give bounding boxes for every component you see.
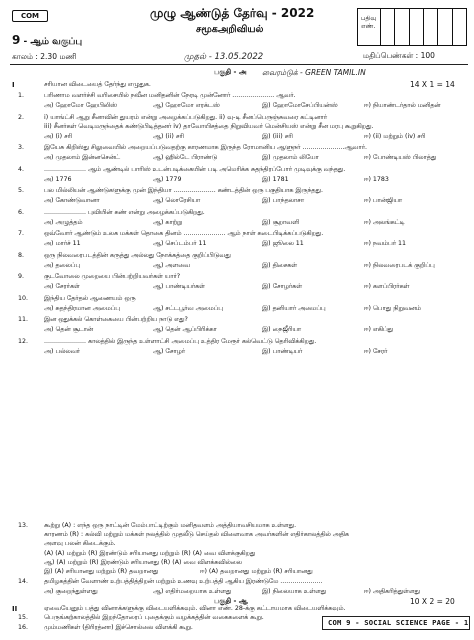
question-number: 7. bbox=[18, 230, 25, 237]
question-option: இ) தனியார் அமைப்பு bbox=[262, 304, 326, 312]
grade-label bbox=[12, 34, 82, 47]
question-option: அ) முதலாம் இன்னசென்ட் bbox=[44, 154, 120, 161]
question-option: அ) அழுத்தம் bbox=[44, 218, 83, 226]
q14-option-c: இ) நிலையாக உள்ளது bbox=[262, 588, 327, 595]
time-allowed: காலம் : 2.30 மணி bbox=[12, 52, 77, 61]
question-text: ஒரு நிலவரைபடத்தின் கருத்து அல்லது நோக்கத்தை குறிப்பிடுவது bbox=[44, 251, 231, 259]
question-option: ஆ) (ii) சரி bbox=[153, 132, 184, 140]
header-divider bbox=[10, 64, 468, 65]
q13-option-b: ஆ) (A) மற்றும் (R) இரண்டும் சரியானது (R) (A) வை விளக்கவில்லை bbox=[44, 559, 242, 566]
question-option: ஈ) (ii) மற்றும் (iv) சரி bbox=[364, 132, 426, 140]
q15-text: பெருங்கற்காலத்தில் இறந்தோரைப் புதைக்கும் வழக்கத்தின் வகைகளைக் கூறு. bbox=[44, 614, 264, 621]
handwritten-note: வைரம்டுக் - GREEN TAMIL.IN bbox=[262, 68, 366, 77]
question-option: ஆ) ஹோமோ எரக்டஸ் bbox=[153, 102, 220, 109]
register-number-label: பதிவு எண். bbox=[361, 15, 377, 30]
exam-date: முதல் - 13.05.2022 bbox=[184, 52, 264, 62]
question-option: அ) தலைப்பு bbox=[44, 261, 81, 269]
q15-number: 15. bbox=[18, 614, 29, 621]
question-option: ஆ) காற்று bbox=[153, 218, 183, 226]
total-marks: மதிப்பெண்கள் : 100 bbox=[363, 51, 435, 60]
question-option: அ) தென் சூடான் bbox=[44, 326, 94, 333]
question-number: 5. bbox=[18, 187, 25, 194]
question-option: ஈ) எகிப்து bbox=[364, 326, 394, 333]
section-b-title: பகுதி - ஆ bbox=[214, 597, 248, 605]
question-number: 2. bbox=[18, 113, 25, 121]
q13-option-c: இ) (A) சரியானது மற்றும் (R) தவறானது bbox=[44, 568, 159, 575]
question-text: i) யாங்ட்சி ஆறு சீனாவின் துயரம் என்று அழைக்கப்படுகிறது. ii) வு-டி சீனப்பெருஞ்சுவரை கட்டினார் bbox=[44, 113, 328, 121]
question-option: அ) 1776 bbox=[44, 175, 72, 183]
q13-assertion: கூற்று (A) : எந்த ஒரு நாட்டின் மேம்பாட்டிற்கும் மனிதவளம் அத்தியாவசியமாக உள்ளது. bbox=[44, 522, 297, 529]
question-text: இன ஒதுக்கல் கொள்கையை பின்பற்றிய நாடு எது? bbox=[44, 316, 188, 323]
question-text: ஒவ்வோர் ஆண்டும் உலக மக்கள் தொகை தினம் ..................... ஆம் நாள் கடைபிடிக்கப்படுகிறது. bbox=[44, 230, 324, 237]
q13-number: 13. bbox=[18, 522, 29, 529]
question-number: 4. bbox=[18, 165, 25, 173]
question-option: ஈ) சேரர் bbox=[364, 347, 388, 355]
question-number: 12. bbox=[18, 337, 29, 345]
section-a-instruction: சரியான விடையைத் தேர்ந்து எழுதுக. bbox=[44, 81, 151, 88]
question-number: 11. bbox=[18, 316, 29, 323]
question-number: 1. bbox=[18, 92, 25, 99]
question-option: ஆ) சோழர் bbox=[153, 347, 186, 355]
question-option: ஆ) ஹில்டே பிராண்டு bbox=[153, 154, 218, 161]
register-number-cells bbox=[380, 9, 466, 45]
question-option: ஈ) போண்டியஸ் பிலாத்து bbox=[364, 154, 437, 161]
question-number: 6. bbox=[18, 208, 25, 216]
question-number: 3. bbox=[18, 144, 25, 151]
question-option: இ) பாண்டியர் bbox=[262, 347, 303, 355]
question-option: அ) சுதந்திரமான அமைப்பு bbox=[44, 304, 120, 312]
question-option: அ) ஹோமோ ஹேபிலிஸ் bbox=[44, 102, 117, 109]
question-number: 8. bbox=[18, 251, 25, 259]
question-option: ஆ) செப்டம்பர் 11 bbox=[153, 240, 207, 247]
section-a-score: 14 X 1 = 14 bbox=[410, 80, 455, 89]
question-option: இ) 1781 bbox=[262, 175, 289, 183]
q13-reason: காரணம் (R) : கல்வி மற்றும் மக்கள் நலத்தில் முதலீடு செய்தல் விளைவாக அவர்களின் எதிர்காலத்தில் அதிக bbox=[44, 531, 349, 538]
question-option: இ) சோழர்கள் bbox=[262, 283, 302, 290]
q14-option-a: அ) குறைந்துள்ளது bbox=[44, 588, 98, 595]
question-text: ..................... காலத்தில் இருந்த உள்ளாட்சி அமைப்பு உத்திர மேரூர் கல்வெட்டு தெரிவிக்கிறது. bbox=[44, 337, 317, 345]
question-option: ஈ) அலங்கட்டி bbox=[364, 218, 405, 226]
question-option: அ) கோண்டுவானா bbox=[44, 197, 100, 204]
subject-title: சமூகஅறிவியல் bbox=[196, 24, 264, 35]
question-number: 9. bbox=[18, 273, 25, 280]
question-text-cont: iii) சீனர்கள் வெடிமருந்தைக் கண்டுபிடித்தனர் iv) தாவோயிசத்தை நிறுவியவர் மென்சியஸ் என்று சீன மரபு கூறுகிறது. bbox=[44, 122, 374, 130]
q14-number: 14. bbox=[18, 578, 29, 585]
grade-number: 9 bbox=[12, 33, 21, 47]
q14-option-d: ஈ) அதிகரித்துள்ளது bbox=[364, 588, 421, 595]
question-option: ஆ) சட்டபூர்வ அமைப்பு bbox=[153, 304, 223, 312]
section-a-roman: I bbox=[12, 81, 15, 89]
question-option: இ) திசைகள் bbox=[262, 261, 297, 269]
question-option: அ) சேரர்கள் bbox=[44, 283, 80, 290]
q16-text: மும்மணிகள் (திரிரத்னா) இச்சொல்லை விளக்கி கூறு. bbox=[44, 624, 193, 631]
question-option: ஈ) நிலவரைபடக் குறிப்பு bbox=[364, 261, 435, 269]
question-option: இ) சூறாவளி bbox=[262, 218, 300, 226]
q13-option-a: (A) (A) மற்றும் (R) இரண்டும் சரியானது மற்றும் (R) (A) வை விளக்குகிறது bbox=[44, 550, 256, 557]
section-a-title: பகுதி - அ bbox=[214, 68, 247, 76]
question-option: ஆ) பாண்டியர்கள் bbox=[153, 283, 205, 290]
section-b-score: 10 X 2 = 20 bbox=[410, 597, 455, 606]
question-option: இ) ஹோமோசேப்பியன்ஸ் bbox=[262, 102, 338, 109]
question-option: ஆ) லொரேசியா bbox=[153, 197, 201, 204]
footer-page-label: COM 9 - SOCIAL SCIENCE PAGE - 1 bbox=[328, 618, 469, 627]
q13-option-d: ஈ) (A) தவறானது மற்றும் (R) சரியானது bbox=[200, 568, 313, 575]
question-option: அ) மார்ச் 11 bbox=[44, 240, 81, 247]
q14-option-b: ஆ) எதிர்மறையாக உள்ளது bbox=[153, 588, 232, 595]
register-number-box bbox=[357, 8, 467, 46]
question-option: ஆ) தென் ஆப்பிரிக்கா bbox=[153, 326, 217, 333]
question-option: இ) நைஜீரியா bbox=[262, 326, 302, 333]
exam-title: முழு ஆண்டுத் தேர்வு - 2022 bbox=[150, 6, 315, 20]
grade-text: - ஆம் வகுப்பு bbox=[20, 37, 83, 47]
question-option: ஆ) 1779 bbox=[153, 175, 182, 183]
q16-number: 16. bbox=[18, 624, 29, 631]
question-option: இ) பாந்தலாசா bbox=[262, 197, 304, 204]
question-option: இ) முதலாம் லியோ bbox=[262, 154, 319, 161]
question-text: பல மில்லியன் ஆண்டுகளுக்கு முன் இந்தியா ..................... கண்டத்தின் ஒரு பகுதியாக இருந்தது. bbox=[44, 187, 323, 194]
question-option: அ) (i) சரி bbox=[44, 132, 73, 140]
paper-code-badge: COM bbox=[12, 10, 48, 22]
section-b-roman: II bbox=[12, 605, 18, 613]
question-option: ஈ) 1783 bbox=[364, 175, 389, 183]
question-option: அ) பல்லவர் bbox=[44, 347, 80, 355]
q14-text: தமிழகத்தின் வேளாண் உற்பத்தித்திறன் மற்றும் உணவு உற்பத்தி ஆகிய இரண்டுமே ..................... bbox=[44, 578, 323, 585]
question-option: ஈ) நவம்பர் 11 bbox=[364, 240, 407, 247]
question-option: ஆ) அளவை bbox=[153, 261, 191, 269]
question-text: குடவோலை முறையை பின்பற்றியவர்கள் யார்? bbox=[44, 273, 181, 280]
question-option: ஈ) பொது நிறுவனம் bbox=[364, 304, 421, 312]
question-number: 10. bbox=[18, 294, 29, 302]
question-text: பரிணாம வளர்ச்சி வரிசையில் நவீன மனிதனின் நேரடி முன்னோர் ..................... ஆவர். bbox=[44, 92, 296, 99]
q13-reason-cont: அளவு பலன் கிடைக்கும். bbox=[44, 540, 116, 547]
question-text: இயேசு கிறிஸ்து சிலுவையில் அறையப்படுவதற்கு காரணமாக இருந்த ரோமானிய ஆளுநர் .....................ஆவார். bbox=[44, 144, 368, 151]
question-option: ஈ) நியாண்டர்தால் மனிதன் bbox=[364, 102, 441, 109]
question-option: ஈ) களப்பிரர்கள் bbox=[364, 283, 410, 290]
section-b-instruction: ஏவையேனும் பத்து வினாக்களுக்கு விடையளிக்கவும். வினா எண். 28-க்கு கட்டாயமாக விடையளிக்கவும். bbox=[44, 605, 346, 612]
question-option: ஈ) பான்ஜியா bbox=[364, 197, 403, 204]
question-text: ..................... புவியின் கண் என்று அழைக்கப்படுகிறது. bbox=[44, 208, 205, 216]
question-option: இ) ஜூலை 11 bbox=[262, 240, 304, 247]
question-option: இ) (iii) சரி bbox=[262, 132, 293, 140]
question-text: ..................... ஆம் ஆண்டில் பாரிஸ் உடன்படிக்கையின் படி அமெரிக்க சுதந்திரப்போர் முடிவுக்கு வந்தது. bbox=[44, 165, 346, 173]
question-text: இந்திய தேர்தல் ஆணையம் ஒரு bbox=[44, 294, 136, 302]
